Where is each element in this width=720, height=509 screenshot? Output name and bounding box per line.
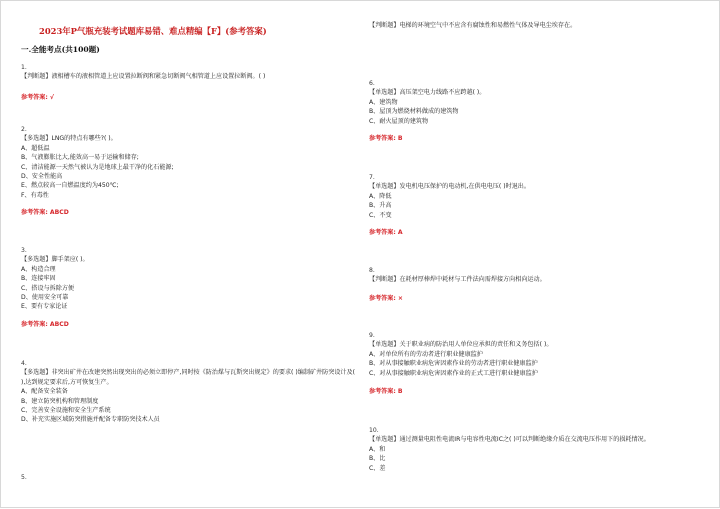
- question-stem: 【单选题】发电机电压保护的电动机,在供电电压( )时退出。: [369, 183, 530, 191]
- question-5: [21, 473, 357, 482]
- option: E、燃点较高一自燃温度约为450℃;: [21, 182, 119, 190]
- question-7: [369, 173, 715, 237]
- question-10: [369, 426, 715, 473]
- question-number: 1.: [21, 64, 27, 71]
- question-stem: 【多选题】LNG的特点有哪些?( )。: [21, 135, 117, 143]
- option: A、构造合理: [21, 265, 56, 273]
- option: B、连接牢固: [21, 275, 56, 283]
- reference-answer: 参考答案: A: [369, 229, 403, 237]
- question-number: 3.: [21, 247, 27, 254]
- question-number: 5.: [21, 474, 27, 481]
- option: C、对从事接触职业病危害因素作业的正式工进行职业健康监护: [369, 369, 538, 377]
- option: C、搭设与拆除方便: [21, 284, 75, 292]
- option: A、超低温: [21, 144, 50, 152]
- reference-answer: 参考答案: √: [21, 93, 54, 101]
- option: C、耐火屋顶的建筑物: [369, 117, 429, 125]
- question-1: [21, 63, 357, 102]
- option: B、建立防突机构和管理制度: [21, 397, 99, 405]
- document-title: 2023年P气瓶充装考试题库易错、难点精编【F】(参考答案): [39, 26, 267, 36]
- reference-answer: 参考答案: B: [369, 135, 403, 143]
- question-8: [369, 266, 715, 303]
- question-stem: 【单选题】高压架空电力线路不应跨越( )。: [369, 89, 486, 97]
- option: B、比: [369, 455, 386, 463]
- option: A、建筑物: [369, 98, 398, 106]
- option: A、配备安全装备: [21, 388, 68, 396]
- option: D、使用安全可靠: [21, 294, 69, 302]
- question-number: 7.: [369, 174, 375, 181]
- reference-answer: 参考答案: B: [369, 388, 403, 396]
- question-6: [369, 79, 715, 143]
- option: D、安全性能高: [21, 173, 63, 181]
- reference-answer: 参考答案: ABCD: [21, 209, 69, 217]
- option: C、不变: [369, 211, 392, 219]
- question-stem: 【判断题】电梯的环境空气中不应含有腐蚀性和易燃性气体及导电尘埃存在。: [369, 22, 577, 29]
- option: A、降低: [369, 192, 392, 200]
- question-number: 10.: [369, 427, 379, 434]
- question-number: 9.: [369, 332, 375, 339]
- section-heading: 一.全能考点(共100题): [21, 45, 100, 54]
- question-2: [21, 125, 357, 218]
- question-9: [369, 331, 715, 396]
- option: F、有毒性: [21, 191, 49, 199]
- right-column: [367, 1, 717, 509]
- question-number: 2.: [21, 126, 27, 133]
- question-stem: 【判断题】液相槽车的液相管道上应设置拉断阀和紧急切断阀气相管道上应设置拉断阀。( ): [21, 73, 266, 81]
- question-5-continued: [369, 21, 715, 30]
- option: C、差: [369, 464, 386, 472]
- question-stem: 【多选题】非突出矿井在改建突然出现突出的必须立即停产,同时按《防治煤与瓦斯突出规定》的要求( )编制矿井防突设计及( ),达到规定要求后,方可恢复生产。: [21, 369, 355, 386]
- option: B、屋顶为燃烧材料做成的建筑物: [369, 108, 459, 116]
- option: A、对单位所有的劳动者进行职业健康监护: [369, 350, 483, 358]
- question-4: [21, 359, 357, 425]
- option: B、对从事接触职业病危害因素作业的劳动者进行职业健康监护: [369, 360, 538, 368]
- option: C、清洁能源一天然气被认为是地球上最干净的化石能源;: [21, 163, 174, 171]
- question-3: [21, 246, 357, 329]
- reference-answer: 参考答案: ABCD: [21, 320, 69, 328]
- option: E、要有专家论证: [21, 303, 68, 311]
- option: D、补充实施区域防突措施并配备专职防突技术人员: [21, 416, 160, 424]
- option: A、和: [369, 445, 386, 453]
- reference-answer: 参考答案: ×: [369, 294, 404, 302]
- question-stem: 【判断题】在耗材厚棒焊中耗材与工件法向需焊接方向相向运动。: [369, 276, 546, 284]
- left-column: [9, 1, 359, 509]
- option: B、气液膨胀比大,能效高一易于运输和储存;: [21, 154, 139, 162]
- question-stem: 【多选题】脚手架应( )。: [21, 256, 89, 264]
- question-number: 4.: [21, 360, 27, 367]
- question-number: 8.: [369, 267, 375, 274]
- question-stem: 【单选题】通过测量电阻性电流IR与电容性电流IC之( )可以判断绝缘介质在交流电压作用下的损耗情况。: [369, 436, 650, 444]
- question-stem: 【单选题】关于职业病的防治用人单位应承担的责任和义务包括( )。: [369, 341, 553, 349]
- option: C、完善安全设施和安全生产系统: [21, 407, 111, 415]
- question-number: 6.: [369, 80, 375, 87]
- option: B、升高: [369, 202, 392, 210]
